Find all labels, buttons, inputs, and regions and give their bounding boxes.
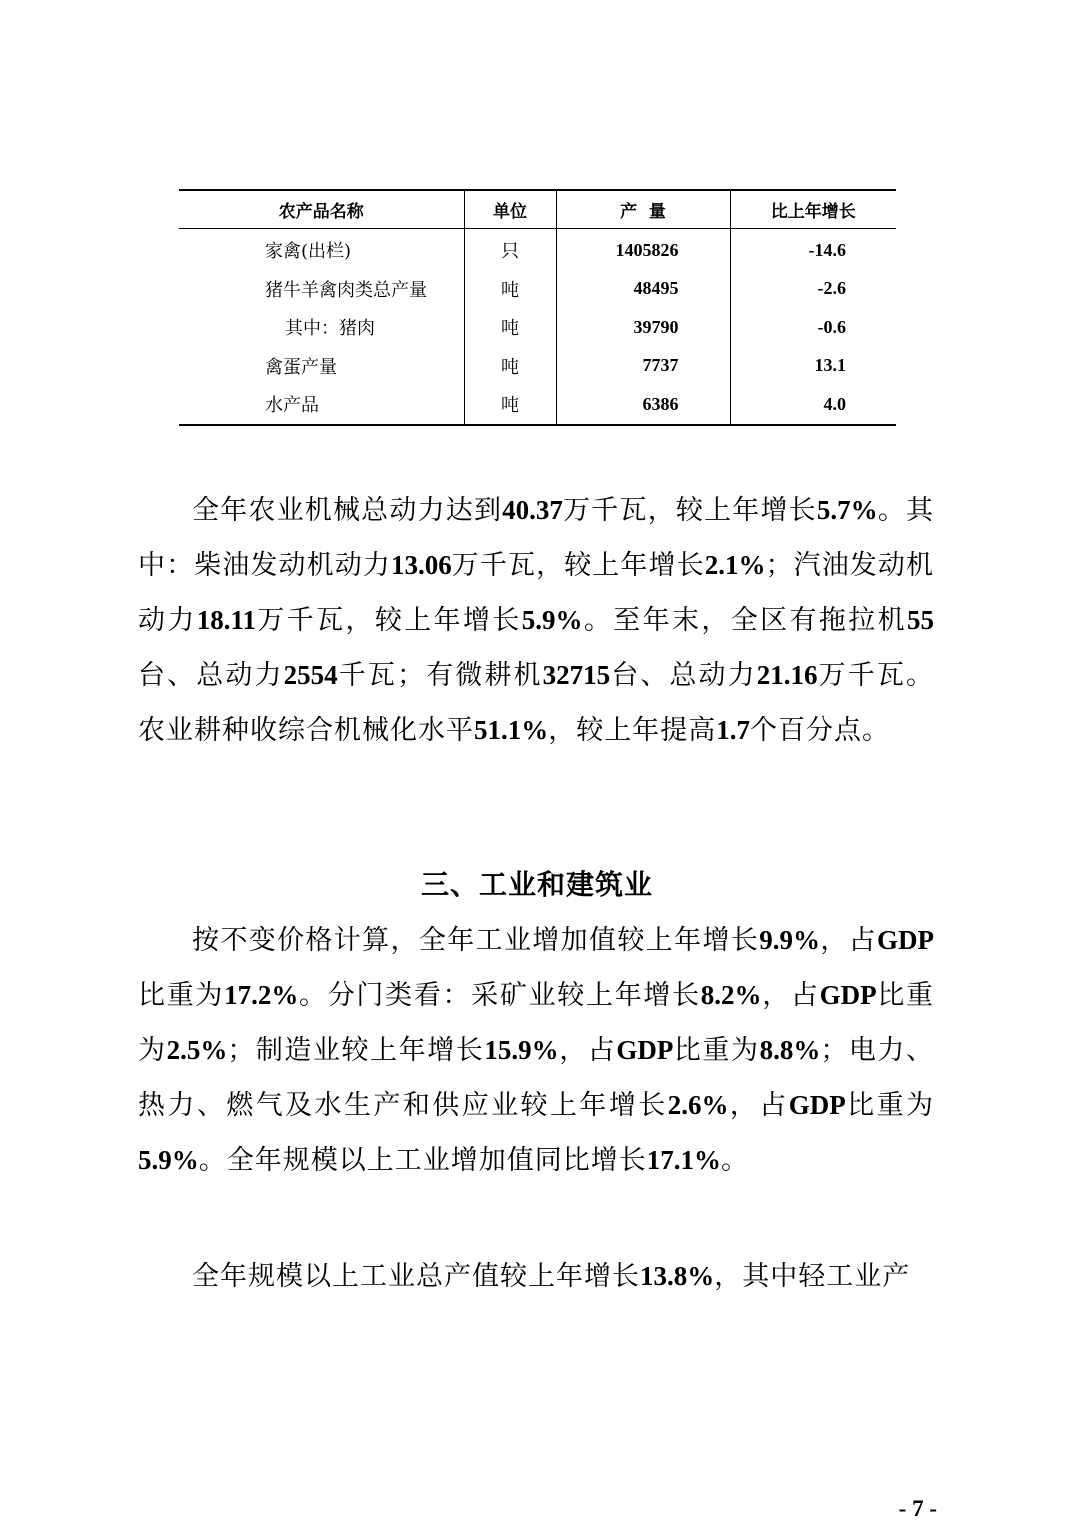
table-header-row <box>179 190 896 229</box>
row-unit: 吨 <box>464 347 556 386</box>
header-quantity: 产 量 <box>556 190 730 229</box>
row-growth: -2.6 <box>730 270 896 309</box>
row-growth: -0.6 <box>730 308 896 347</box>
row-product-name: 水产品 <box>265 395 319 417</box>
table-row <box>179 270 896 309</box>
table-row <box>179 308 896 347</box>
paragraph-machinery: 全年农业机械总动力达到40.37万千瓦，较上年增长5.7%。其中：柴油发动机动力13.06万千瓦，较上年增长2.1%；汽油发动机动力18.11万千瓦，较上年增长5.9%。至年末，全区有拖拉机55台、总动力2554千瓦；有微耕机32715台、总动力21.16万千瓦。农业耕种收综合机械化水平51.1%，较上年提高1.7个百分点。 <box>138 495 935 746</box>
row-unit: 吨 <box>464 385 556 425</box>
row-growth: -14.6 <box>730 229 896 270</box>
row-product-name: 禽蛋产量 <box>265 356 337 378</box>
row-unit: 吨 <box>464 270 556 309</box>
paragraph-output: 全年规模以上工业总产值较上年增长13.8%，其中轻工业产 <box>192 1261 911 1292</box>
row-unit: 吨 <box>464 308 556 347</box>
table-row <box>179 229 896 270</box>
row-quantity: 39790 <box>556 308 730 347</box>
row-growth: 4.0 <box>730 385 896 425</box>
row-product-name: 其中：猪肉 <box>285 318 375 340</box>
row-quantity: 7737 <box>556 347 730 386</box>
row-quantity: 1405826 <box>556 229 730 270</box>
table-row <box>179 385 896 425</box>
row-growth: 13.1 <box>730 347 896 386</box>
table-row <box>179 347 896 386</box>
row-quantity: 48495 <box>556 270 730 309</box>
row-product-name: 家禽(出栏) <box>265 241 352 263</box>
section-title: 三、工业和建筑业 <box>420 868 653 901</box>
row-unit: 只 <box>464 229 556 270</box>
row-product-name: 猪牛羊禽肉类总产量 <box>265 279 427 301</box>
paragraph-industry: 按不变价格计算，全年工业增加值较上年增长9.9%，占GDP比重为17.2%。分门类看：采矿业较上年增长8.2%，占GDP比重为2.5%；制造业较上年增长15.9%，占GDP比重为8.8%；电力、热力、燃气及水生产和供应业较上年增长2.6%，占GDP比重为5.9%。全年规模以上工业增加值同比增长17.1%。 <box>138 925 935 1176</box>
header-growth: 比上年增长 <box>730 190 896 229</box>
header-unit: 单位 <box>464 190 556 229</box>
agricultural-products-table <box>179 189 896 426</box>
page-number: - 7 - <box>898 1496 937 1521</box>
header-product-name: 农产品名称 <box>179 190 464 229</box>
row-quantity: 6386 <box>556 385 730 425</box>
